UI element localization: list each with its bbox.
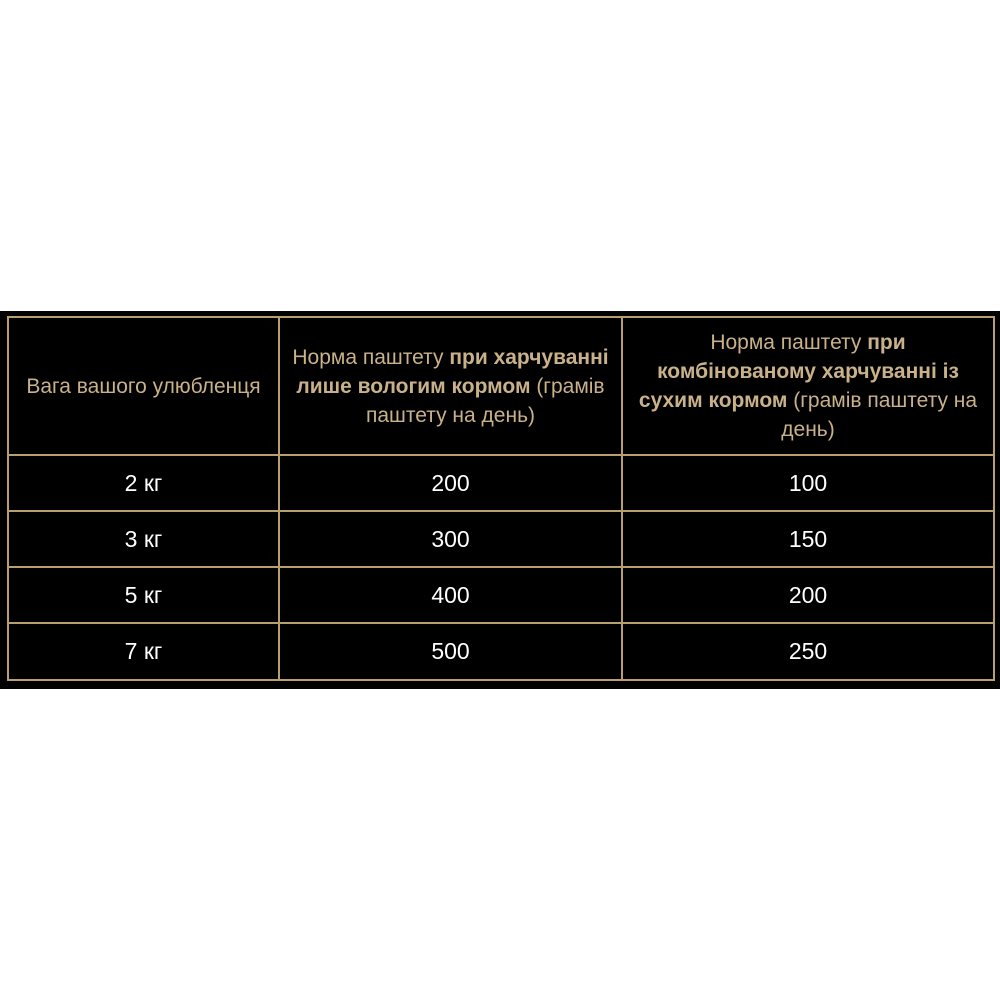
header-combined-bold: при комбінованому харчуванні із сухим кормом bbox=[638, 331, 959, 412]
cell-wet-only: 400 bbox=[279, 567, 622, 623]
cell-weight: 3 кг bbox=[8, 511, 279, 567]
table-row bbox=[8, 623, 994, 680]
cell-weight: 5 кг bbox=[8, 567, 279, 623]
header-wet-only-bold: при харчуванні лише вологим кормом bbox=[296, 345, 609, 398]
cell-weight: 7 кг bbox=[8, 623, 279, 680]
header-pet-weight bbox=[8, 317, 279, 455]
header-wet-only-post: (грамів паштету на день) bbox=[365, 374, 605, 427]
table-row bbox=[8, 511, 994, 567]
table-header-row bbox=[8, 317, 994, 455]
header-pet-weight-label: Вага вашого улюбленця bbox=[26, 374, 261, 398]
cell-wet-only: 200 bbox=[279, 455, 622, 511]
header-wet-only bbox=[279, 317, 622, 455]
header-combined-pre: Норма паштету bbox=[710, 331, 868, 354]
header-combined-post: (грамів паштету на день) bbox=[781, 389, 978, 441]
header-combined bbox=[622, 317, 994, 455]
cell-wet-only: 300 bbox=[279, 511, 622, 567]
feeding-table bbox=[7, 316, 995, 681]
cell-combined: 250 bbox=[622, 623, 994, 680]
cell-wet-only: 500 bbox=[279, 623, 622, 680]
table-row bbox=[8, 455, 994, 511]
header-wet-only-pre: Норма паштету bbox=[292, 345, 450, 369]
table-row bbox=[8, 567, 994, 623]
cell-combined: 100 bbox=[622, 455, 994, 511]
cell-weight: 2 кг bbox=[8, 455, 279, 511]
cell-combined: 200 bbox=[622, 567, 994, 623]
cell-combined: 150 bbox=[622, 511, 994, 567]
